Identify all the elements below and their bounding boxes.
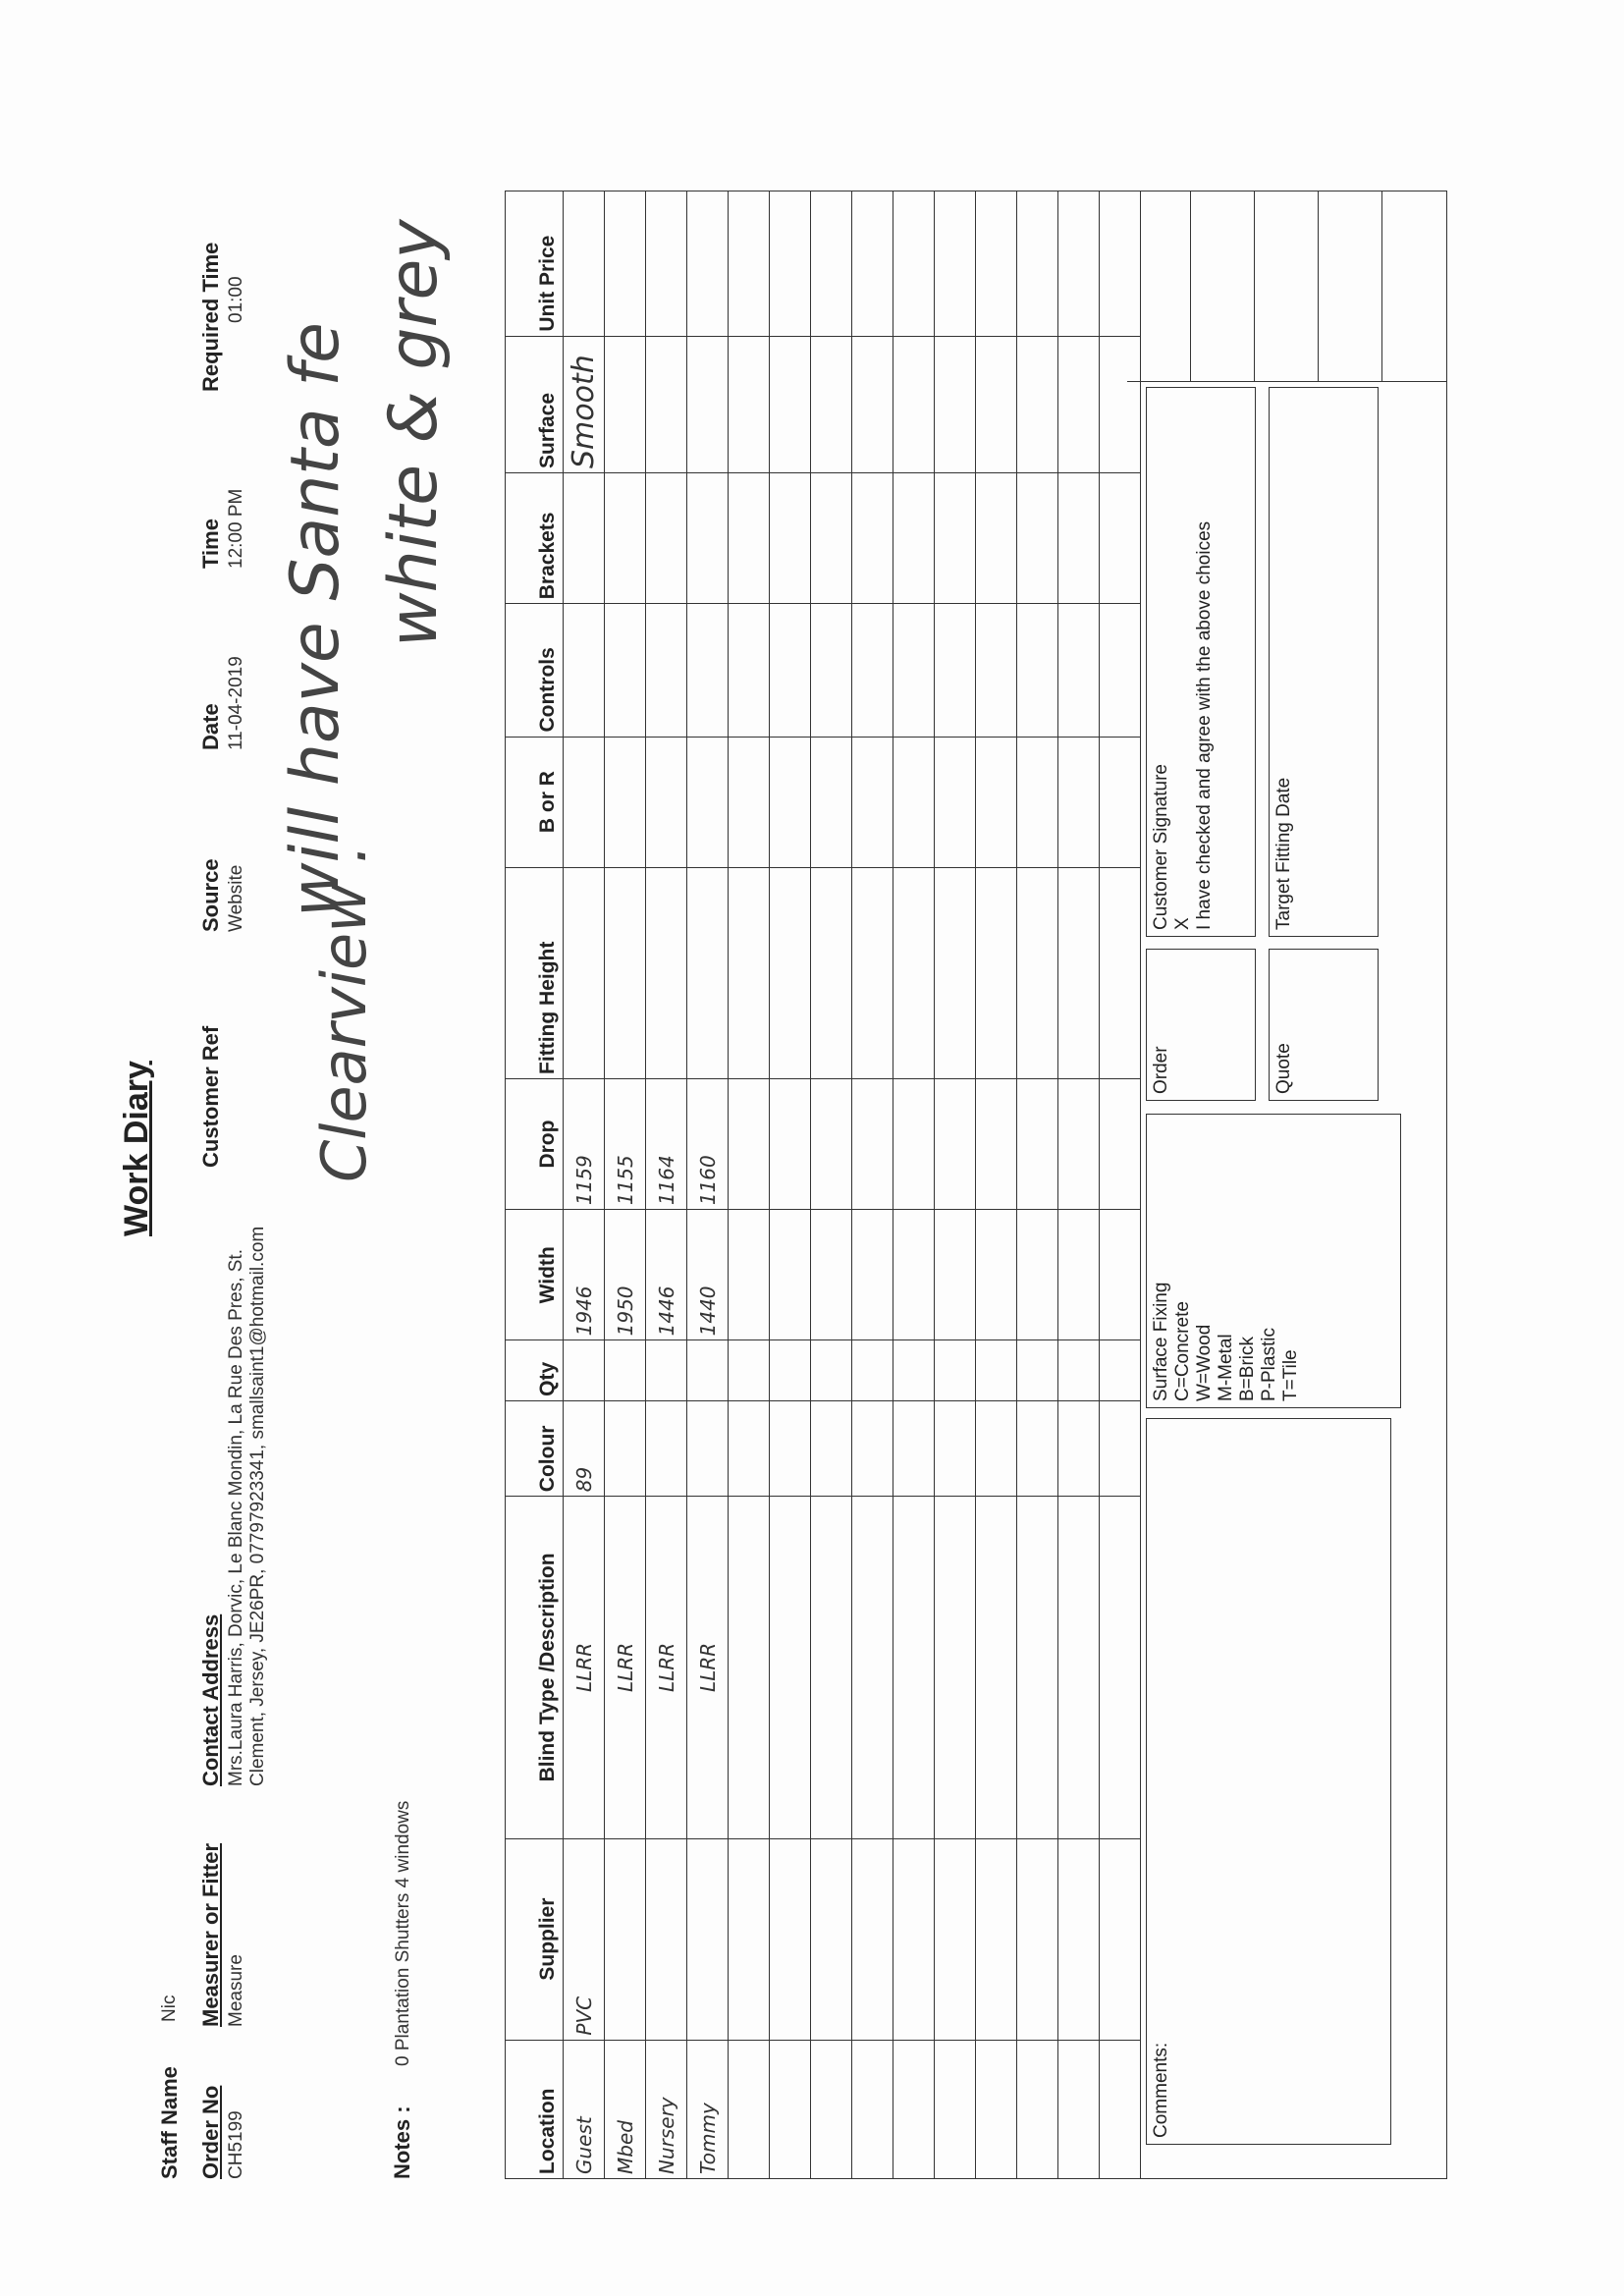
cell-unit-price <box>687 191 729 337</box>
order-box[interactable] <box>1146 949 1256 1101</box>
staff-name-value: Nic <box>159 1995 180 2022</box>
page-title: Work Diary <box>118 1061 155 1236</box>
table-row <box>1058 191 1100 2179</box>
header-fitting-height: Fitting Height <box>506 867 564 1078</box>
cell-supplier: PVC <box>564 1838 605 2040</box>
table-row <box>976 191 1017 2179</box>
table-row <box>564 191 605 2179</box>
cell-brackets <box>605 473 646 604</box>
cell-surface <box>687 336 729 472</box>
date-value: 11-04-2019 <box>226 656 246 750</box>
table-row <box>646 191 687 2179</box>
footer-side-lines <box>1127 191 1447 382</box>
cell-colour <box>646 1400 687 1496</box>
surface-fixing-box <box>1146 1114 1401 1408</box>
notes-value: 0 Plantation Shutters 4 windows <box>393 1800 413 2066</box>
header-blind-type: Blind Type /Description <box>506 1497 564 1838</box>
cell-controls <box>564 604 605 737</box>
cell-location: Mbed <box>605 2040 646 2178</box>
cell-brackets <box>564 473 605 604</box>
cell-surface <box>605 336 646 472</box>
comments-label: Comments: <box>1151 2042 1171 2138</box>
cell-unit-price <box>646 191 687 337</box>
order-no-value: CH5199 <box>226 2110 246 2179</box>
header-brackets: Brackets <box>506 473 564 604</box>
cell-width: 1950 <box>605 1210 646 1340</box>
header-width: Width <box>506 1210 564 1340</box>
cell-location: Tommy <box>687 2040 729 2178</box>
header-b-or-r: B or R <box>506 737 564 867</box>
header-surface: Surface <box>506 336 564 472</box>
table-row <box>811 191 852 2179</box>
target-fitting-date-box[interactable] <box>1269 387 1379 937</box>
table-row <box>893 191 935 2179</box>
surface-fixing-item: M-Metal <box>1216 1334 1236 1401</box>
cell-colour: 89 <box>564 1400 605 1496</box>
staff-name-label: Staff Name <box>157 2066 182 2179</box>
cell-drop: 1159 <box>564 1078 605 1209</box>
cell-width: 1446 <box>646 1210 687 1340</box>
cell-brackets <box>646 473 687 604</box>
surface-fixing-item: B=Brick <box>1237 1337 1258 1401</box>
table-row <box>605 191 646 2179</box>
table-row <box>770 191 811 2179</box>
cell-fitting-height <box>605 867 646 1078</box>
cell-controls <box>646 604 687 737</box>
cell-qty <box>605 1340 646 1400</box>
cell-b-or-r <box>687 737 729 867</box>
cell-surface: Smooth <box>564 336 605 472</box>
header-controls: Controls <box>506 604 564 737</box>
cell-location: Guest <box>564 2040 605 2178</box>
header-colour: Colour <box>506 1400 564 1496</box>
surface-fixing-item: P-Plastic <box>1259 1328 1279 1401</box>
work-diary-table <box>505 191 1141 2179</box>
cell-supplier <box>646 1838 687 2040</box>
cell-supplier <box>687 1838 729 2040</box>
table-row <box>852 191 893 2179</box>
cell-fitting-height <box>687 867 729 1078</box>
work-diary-form <box>118 58 1494 2238</box>
surface-fixing-title: Surface Fixing <box>1151 1282 1171 1401</box>
notes-label: Notes : <box>390 2105 414 2179</box>
date-label: Date <box>198 703 223 750</box>
cell-colour <box>687 1400 729 1496</box>
customer-signature-box[interactable] <box>1146 387 1256 937</box>
required-time-label: Required Time <box>198 242 223 392</box>
cell-supplier <box>605 1838 646 2040</box>
cell-b-or-r <box>605 737 646 867</box>
cell-width: 1440 <box>687 1210 729 1340</box>
cell-b-or-r <box>646 737 687 867</box>
cell-width: 1946 <box>564 1210 605 1340</box>
handwritten-note-1: Clearview . <box>308 844 380 1182</box>
header-unit-price: Unit Price <box>506 191 564 337</box>
signature-x: X <box>1172 917 1193 930</box>
cell-qty <box>646 1340 687 1400</box>
source-value: Website <box>226 864 246 932</box>
cell-blind-type: LLRR <box>687 1497 729 1838</box>
table-row <box>935 191 976 2179</box>
handwritten-note-3: white & grey <box>375 219 453 647</box>
handwritten-note-2: will have Santa fe <box>277 321 354 917</box>
header-drop: Drop <box>506 1078 564 1209</box>
cell-blind-type: LLRR <box>646 1497 687 1838</box>
contact-address-line1: Mrs.Laura Harris, Dorvic, Le Blanc Mondin, La Rue Des Pres, St. <box>226 1249 246 1786</box>
cell-drop: 1155 <box>605 1078 646 1209</box>
cell-unit-price <box>605 191 646 337</box>
surface-fixing-item: C=Concrete <box>1172 1301 1193 1401</box>
quote-box[interactable] <box>1269 949 1379 1101</box>
order-label: Order <box>1151 1046 1171 1094</box>
header-supplier: Supplier <box>506 1838 564 2040</box>
cell-blind-type: LLRR <box>564 1497 605 1838</box>
table-row <box>729 191 770 2179</box>
cell-qty <box>687 1340 729 1400</box>
order-no-label: Order No <box>198 2085 223 2179</box>
time-value: 12:00 PM <box>226 488 246 569</box>
surface-fixing-item: T=Tile <box>1280 1349 1301 1401</box>
signature-agreement: I have checked and agree with the above choices <box>1194 520 1215 930</box>
cell-drop: 1164 <box>646 1078 687 1209</box>
quote-label: Quote <box>1273 1043 1294 1094</box>
table-row <box>687 191 729 2179</box>
cell-b-or-r <box>564 737 605 867</box>
cell-colour <box>605 1400 646 1496</box>
cell-fitting-height <box>646 867 687 1078</box>
header-qty: Qty <box>506 1340 564 1400</box>
cell-unit-price <box>564 191 605 337</box>
cell-fitting-height <box>564 867 605 1078</box>
measurer-value: Measure <box>226 1954 246 2027</box>
cell-location: Nursery <box>646 2040 687 2178</box>
comments-box[interactable] <box>1146 1418 1391 2145</box>
surface-fixing-item: W=Wood <box>1194 1324 1215 1401</box>
target-fitting-date-label: Target Fitting Date <box>1273 777 1294 930</box>
contact-address-line2: Clement, Jersey, JE26PR, 07797923341, smallsaint1@hotmail.com <box>247 1226 268 1786</box>
time-label: Time <box>198 519 223 569</box>
cell-surface <box>646 336 687 472</box>
cell-drop: 1160 <box>687 1078 729 1209</box>
cell-blind-type: LLRR <box>605 1497 646 1838</box>
header-location: Location <box>506 2040 564 2178</box>
cell-controls <box>605 604 646 737</box>
customer-ref-label: Customer Ref <box>198 1025 223 1168</box>
cell-controls <box>687 604 729 737</box>
source-label: Source <box>198 858 223 932</box>
table-header-row <box>506 191 564 2179</box>
cell-brackets <box>687 473 729 604</box>
cell-qty <box>564 1340 605 1400</box>
measurer-label: Measurer or Fitter <box>198 1842 223 2027</box>
contact-address-label: Contact Address <box>198 1613 223 1786</box>
table-row <box>1017 191 1058 2179</box>
signature-title: Customer Signature <box>1151 764 1171 930</box>
required-time-value: 01:00 <box>226 276 246 323</box>
